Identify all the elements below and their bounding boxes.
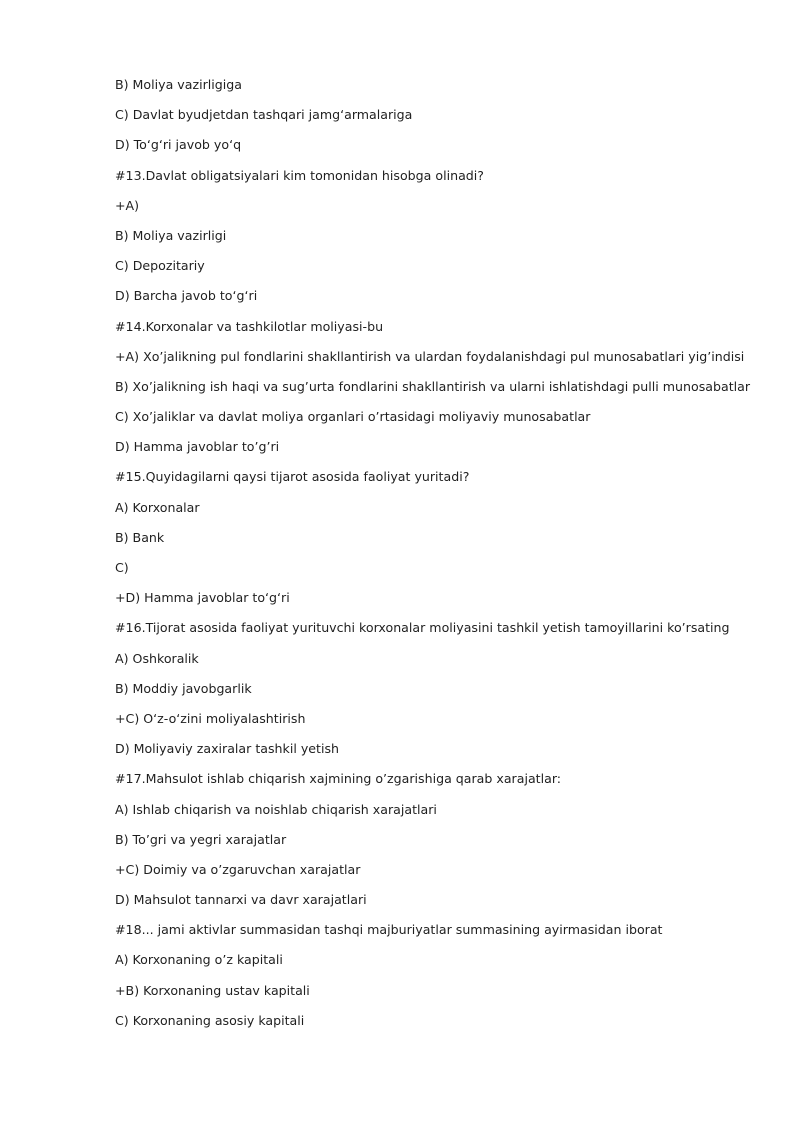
answer-option: C) Depozitariy xyxy=(115,258,205,274)
answer-option: B) Moddiy javobgarlik xyxy=(115,680,252,696)
answer-option: B) Moliya vazirligi xyxy=(115,227,227,243)
question-text: #16.Tijorat asosida faoliyat yurituvchi korxonalar moliyasini tashkil yetish tamoyillarini ko’rsating xyxy=(115,620,730,636)
correct-answer-option: +A) xyxy=(115,197,140,213)
answer-option: A) Korxonalar xyxy=(115,499,200,515)
answer-option: A) Korxonaning o’z kapitali xyxy=(115,952,283,968)
correct-answer-option: +B) Korxonaning ustav kapitali xyxy=(115,982,310,998)
correct-answer-option: +A) Xo’jalikning pul fondlarini shakllantirish va ulardan foydalanishdagi pul munosabatlari yig’indisi xyxy=(115,348,745,364)
answer-option: C) xyxy=(115,560,129,575)
answer-option: A) Ishlab chiqarish va noishlab chiqarish xarajatlari xyxy=(115,801,437,817)
correct-answer-option: +D) Hamma javoblar to‘g‘ri xyxy=(115,590,290,606)
answer-option: D) Hamma javoblar to’g’ri xyxy=(115,439,280,455)
correct-answer-option: +C) O‘z-o‘zini moliyalashtirish xyxy=(115,710,306,726)
answer-option: C) Davlat byudjetdan tashqari jamg‘armalariga xyxy=(115,107,413,123)
answer-option: C) Xo’jaliklar va davlat moliya organlari o’rtasidagi moliyaviy munosabatlar xyxy=(115,409,591,425)
question-text: #15.Quyidagilarni qaysi tijarot asosida faoliyat yuritadi? xyxy=(115,469,470,485)
answer-option: D) Moliyaviy zaxiralar tashkil yetish xyxy=(115,741,340,757)
answer-option: B) To’gri va yegri xarajatlar xyxy=(115,831,287,847)
answer-option: B) Bank xyxy=(115,529,165,545)
correct-answer-option: +C) Doimiy va o’zgaruvchan xarajatlar xyxy=(115,861,361,877)
answer-option: A) Oshkoralik xyxy=(115,650,199,666)
answer-option: D) Mahsulot tannarxi va davr xarajatlari xyxy=(115,892,367,908)
answer-option: B) Xo’jalikning ish haqi va sug’urta fondlarini shakllantirish va ularni ishlatishdagi pulli munosabatlar xyxy=(115,378,751,394)
answer-option: D) To‘g‘ri javob yo‘q xyxy=(115,137,242,153)
question-text: #17.Mahsulot ishlab chiqarish xajmining o’zgarishiga qarab xarajatlar: xyxy=(115,771,562,787)
question-text: #14.Korxonalar va tashkilotlar moliyasi-bu xyxy=(115,318,384,334)
answer-option: C) Korxonaning asosiy kapitali xyxy=(115,1012,305,1028)
answer-option: D) Barcha javob to‘g‘ri xyxy=(115,288,258,304)
question-text: #13.Davlat obligatsiyalari kim tomonidan hisobga olinadi? xyxy=(115,167,484,183)
answer-option: B) Moliya vazirligiga xyxy=(115,77,242,92)
question-text: #18... jami aktivlar summasidan tashqi majburiyatlar summasining ayirmasidan iborat xyxy=(115,922,663,938)
document-body xyxy=(115,76,765,1042)
